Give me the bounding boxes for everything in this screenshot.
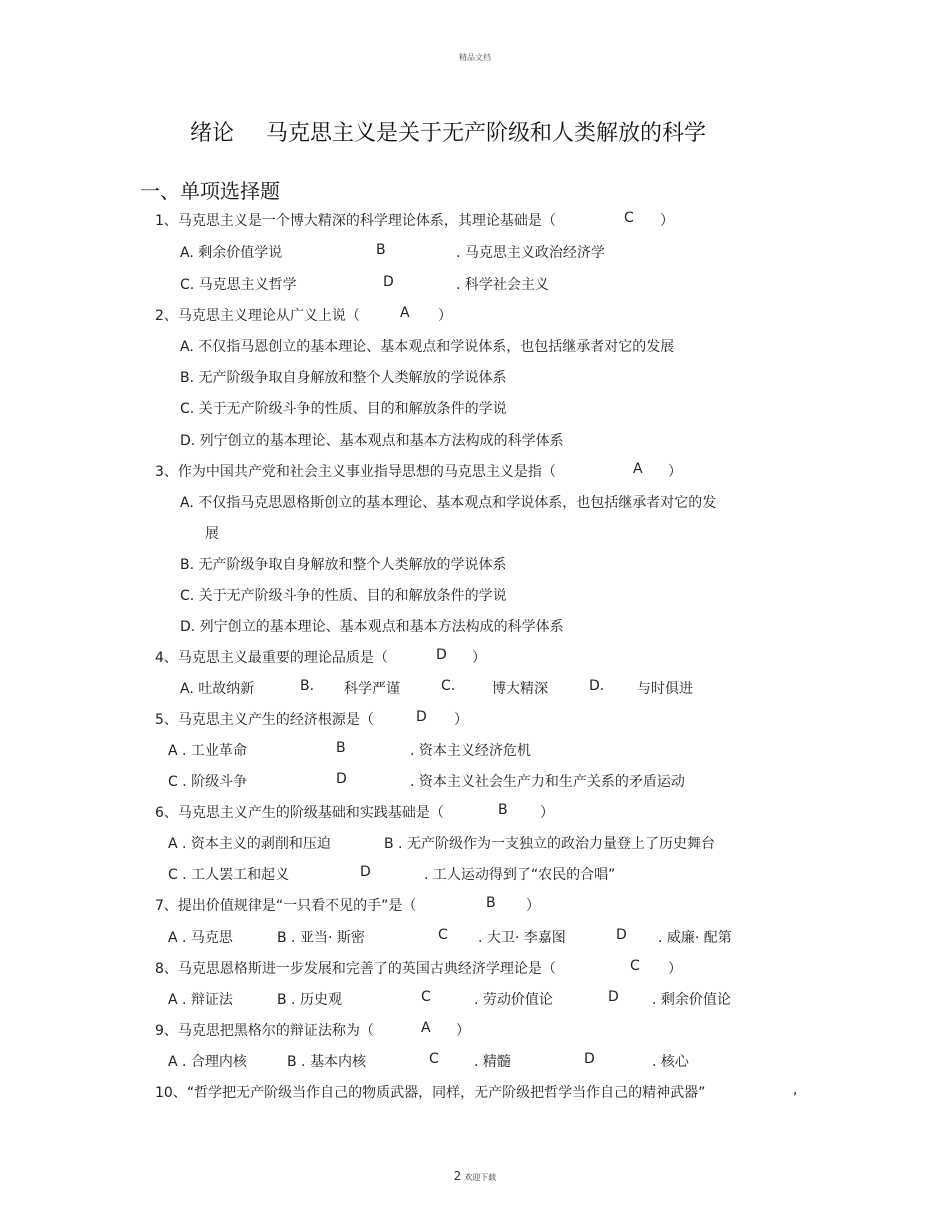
question-3-answer: A: [633, 461, 643, 477]
question-1-option-c: C. 马克思主义哲学: [180, 277, 297, 293]
question-8-option-d-text: . 剩余价值论: [652, 992, 731, 1008]
question-5-option-b-text: . 资本主义经济危机: [410, 743, 531, 759]
question-5-option-d-text: . 资本主义社会生产力和生产关系的矛盾运动: [410, 774, 685, 790]
question-10-tail: ,: [793, 1082, 798, 1098]
question-8-answer: C: [630, 958, 640, 974]
section-heading: 一、单项选择题: [140, 179, 280, 203]
question-2-close: ）: [438, 308, 452, 324]
title-part1: 绪论: [190, 121, 235, 146]
question-7-option-c-text: . 大卫· 李嘉图: [478, 930, 566, 946]
question-8-option-c-letter: C: [421, 989, 431, 1005]
question-1-option-b-text: . 马克思主义政治经济学: [456, 245, 605, 261]
question-1-stem: 1、马克思主义是一个博大精深的科学理论体系，其理论基础是（: [155, 213, 556, 229]
question-3-close: ）: [668, 464, 682, 480]
question-2-stem: 2、马克思主义理论从广义上说（: [155, 308, 360, 324]
question-9-answer: A: [421, 1020, 431, 1036]
question-4-stem: 4、马克思主义最重要的理论品质是（: [155, 650, 388, 666]
question-6-option-a: A . 资本主义的剥削和压迫: [168, 836, 331, 852]
question-4-option-b-letter: B.: [300, 678, 315, 694]
question-7-stem: 7、提出价值规律是“一只看不见的手”是（: [155, 898, 417, 914]
question-9-close: ）: [456, 1023, 470, 1039]
question-6-option-d-text: . 工人运动得到了“农民的合唱”: [424, 867, 616, 883]
page-number: 2: [453, 1169, 462, 1183]
question-7-option-d-letter: D: [616, 927, 627, 943]
question-3-option-a-line1: A. 不仅指马克思恩格斯创立的基本理论、基本观点和学说体系，也包括继承者对它的发: [180, 495, 717, 511]
question-1-option-d-text: . 科学社会主义: [456, 277, 549, 293]
question-4-option-d-text: 与时俱进: [637, 681, 693, 697]
question-9-option-b: B . 基本内核: [287, 1054, 366, 1070]
question-5-option-d-letter: D: [336, 771, 347, 787]
question-10-stem: 10、“哲学把无产阶级当作自己的物质武器，同样，无产阶级把哲学当作自己的精神武器”: [155, 1085, 706, 1101]
question-2-answer: A: [400, 305, 410, 321]
question-5-option-a: A . 工业革命: [168, 743, 247, 759]
question-1-close: ）: [660, 213, 674, 229]
question-4-option-c-letter: C.: [441, 678, 456, 694]
question-3-option-c: C. 关于无产阶级斗争的性质、目的和解放条件的学说: [180, 588, 507, 604]
question-3-option-b: B. 无产阶级争取自身解放和整个人类解放的学说体系: [180, 557, 507, 573]
question-7-answer: B: [486, 895, 496, 911]
question-8-stem: 8、马克思恩格斯进一步发展和完善了的英国古典经济学理论是（: [155, 961, 556, 977]
question-7-option-a: A . 马克思: [168, 930, 233, 946]
question-8-option-d-letter: D: [608, 989, 619, 1005]
question-5-option-b-letter: B: [336, 740, 346, 756]
question-2-option-c: C. 关于无产阶级斗争的性质、目的和解放条件的学说: [180, 401, 507, 417]
question-7-close: ）: [526, 898, 540, 914]
question-4-option-a: A. 吐故纳新: [180, 681, 255, 697]
question-5-close: ）: [454, 712, 468, 728]
question-1-option-d-letter: D: [383, 274, 394, 290]
question-8-option-b: B . 历史观: [277, 992, 342, 1008]
question-1-option-b-letter: B: [376, 242, 386, 258]
question-6-close: ）: [540, 805, 554, 821]
question-9-stem: 9、马克思把黑格尔的辩证法称为（: [155, 1023, 374, 1039]
page-header: 精品文档: [459, 53, 491, 62]
question-3-option-a-line2: 展: [205, 526, 219, 542]
question-4-close: ）: [472, 650, 486, 666]
question-7-option-c-letter: C: [438, 927, 448, 943]
question-4-answer: D: [436, 647, 447, 663]
question-5-stem: 5、马克思主义产生的经济根源是（: [155, 712, 374, 728]
question-3-stem: 3、作为中国共产党和社会主义事业指导思想的马克思主义是指（: [155, 464, 556, 480]
question-4-option-c-text: 博大精深: [492, 681, 548, 697]
question-9-option-c-letter: C: [429, 1051, 439, 1067]
question-4-option-d-letter: D.: [589, 678, 605, 694]
question-7-option-d-text: . 威廉· 配第: [658, 930, 732, 946]
question-6-option-c: C . 工人罢工和起义: [168, 867, 290, 883]
question-8-close: ）: [668, 961, 682, 977]
question-6-option-b: B . 无产阶级作为一支独立的政治力量登上了历史舞台: [384, 836, 715, 852]
question-2-option-b: B. 无产阶级争取自身解放和整个人类解放的学说体系: [180, 370, 507, 386]
document-title: [190, 116, 706, 147]
question-6-option-d-letter: D: [360, 864, 371, 880]
question-1-option-a: A. 剩余价值学说: [180, 245, 283, 261]
question-7-option-b: B . 亚当· 斯密: [277, 930, 365, 946]
question-2-option-a: A. 不仅指马恩创立的基本理论、基本观点和学说体系，也包括继承者对它的发展: [180, 339, 675, 355]
question-2-option-d: D. 列宁创立的基本理论、基本观点和基本方法构成的科学体系: [180, 433, 564, 449]
question-9-option-d-letter: D: [584, 1051, 595, 1067]
question-5-answer: D: [416, 709, 427, 725]
question-3-option-d: D. 列宁创立的基本理论、基本观点和基本方法构成的科学体系: [180, 619, 564, 635]
page-footer: [0, 1169, 950, 1183]
question-8-option-a: A . 辩证法: [168, 992, 233, 1008]
footer-note: 欢迎下载: [464, 1173, 497, 1182]
question-9-option-c-text: . 精髓: [474, 1054, 511, 1070]
question-6-answer: B: [498, 802, 508, 818]
question-4-option-b-text: 科学严谨: [344, 681, 400, 697]
question-9-option-d-text: . 核心: [652, 1054, 689, 1070]
question-1-answer: C: [624, 210, 634, 226]
question-8-option-c-text: . 劳动价值论: [474, 992, 553, 1008]
question-5-option-c: C . 阶级斗争: [168, 774, 248, 790]
question-6-stem: 6、马克思主义产生的阶级基础和实践基础是（: [155, 805, 444, 821]
title-part2: 马克思主义是关于无产阶级和人类解放的科学: [266, 121, 707, 146]
question-9-option-a: A . 合理内核: [168, 1054, 247, 1070]
